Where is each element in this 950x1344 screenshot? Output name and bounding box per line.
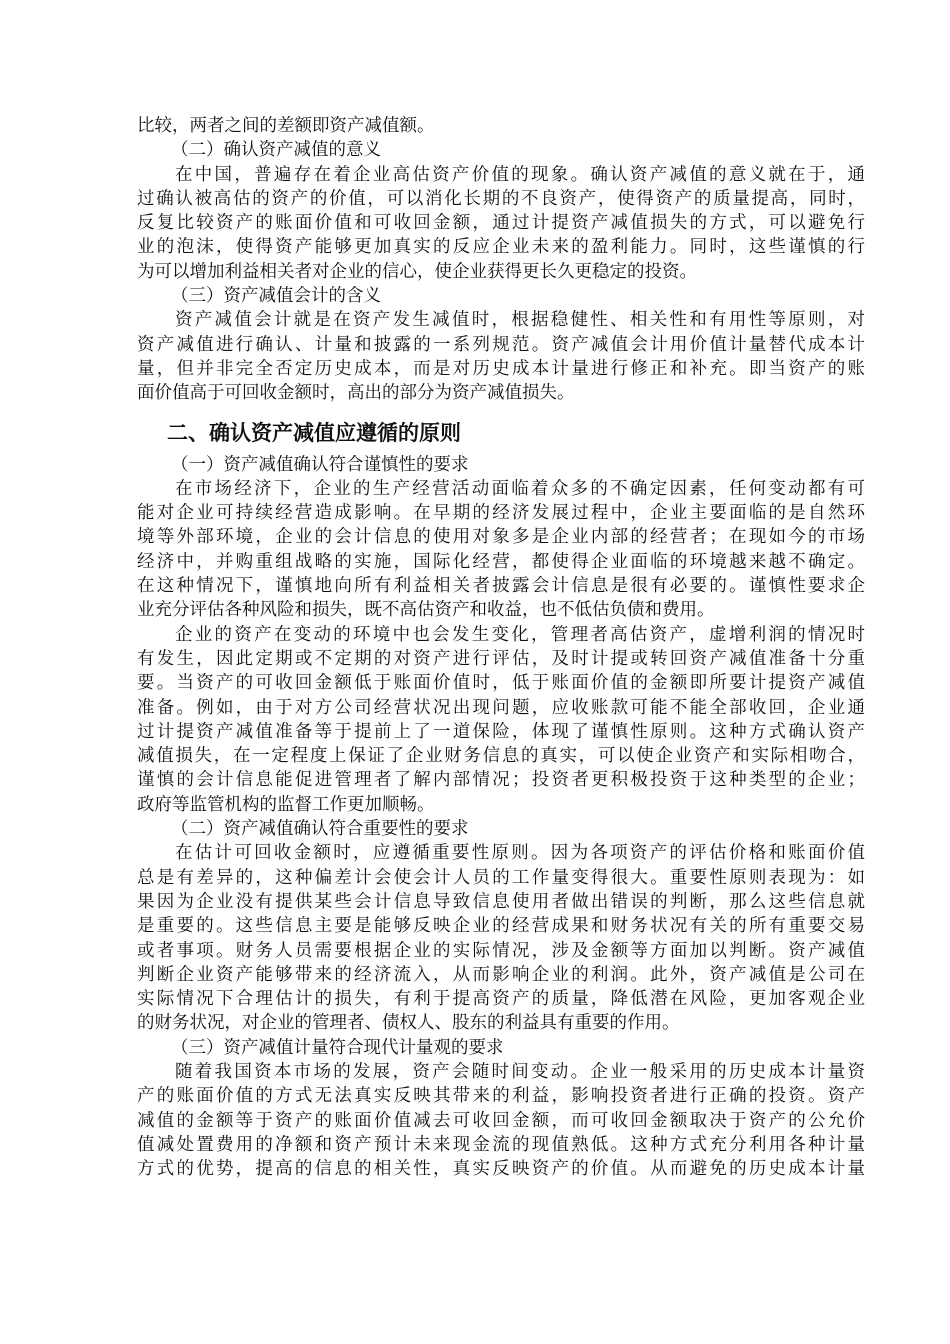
section-title: 二、确认资产减值应遵循的原则 — [167, 420, 461, 445]
paragraph-line: 在这种情况下，谨慎地向所有利益相关者披露会计信息是很有必要的。谨慎性要求企 — [137, 576, 865, 597]
paragraph-line: 在估计可回收金额时，应遵循重要性原则。因为各项资产的评估价格和账面价值 — [175, 843, 865, 864]
paragraph-line: 果因为企业没有提供某些会计信息导致信息使用者做出错误的判断，那么这些信息就 — [137, 891, 865, 912]
document-page — [137, 114, 865, 1181]
paragraph-line: 减值的金额等于资产的账面价值减去可收回金额，而可收回金额取决于资产的公允价 — [137, 1110, 865, 1131]
paragraph-line: 准备。例如，由于对方公司经营状况出现问题，应收账款可能不能全部收回，企业通 — [137, 697, 865, 718]
paragraph-line: 经济中，并购重组战略的实施，国际化经营，都使得企业面临的环境越来越不确定。 — [137, 551, 865, 572]
paragraph-line: 过计提资产减值准备等于提前上了一道保险，体现了谨慎性原则。这种方式确认资产 — [137, 721, 865, 742]
subheading: （二）资产减值确认符合重要性的要求 — [171, 819, 469, 840]
paragraph-line: 方式的优势，提高的信息的相关性，真实反映资产的价值。从而避免的历史成本计量 — [137, 1159, 865, 1180]
subheading: （三）资产减值计量符合现代计量观的要求 — [171, 1037, 504, 1058]
paragraph-line: 反复比较资产的账面价值和可收回金额，通过计提资产减值损失的方式，可以避免行 — [137, 213, 865, 234]
paragraph-line: 比较，两者之间的差额即资产减值额。 — [137, 116, 435, 136]
paragraph-line: 资产减值会计就是在资产发生减值时，根据稳健性、相关性和有用性等原则，对 — [175, 310, 865, 331]
paragraph-line: 面价值高于可回收金额时，高出的部分为资产减值损失。 — [137, 383, 575, 404]
subheading: （二）确认资产减值的意义 — [171, 140, 381, 161]
paragraph-line: 实际情况下合理估计的损失，有利于提高资产的质量，降低潜在风险，更加客观企业 — [137, 989, 865, 1010]
paragraph-line: 或者事项。财务人员需要根据企业的实际情况，涉及金额等方面加以判断。资产减值 — [137, 940, 865, 961]
paragraph-line: 产的账面价值的方式无法真实反映其带来的利益，影响投资者进行正确的投资。资产 — [137, 1086, 865, 1107]
paragraph-line: 在市场经济下，企业的生产经营活动面临着众多的不确定因素，任何变动都有可 — [175, 478, 865, 499]
paragraph-line: 谨慎的会计信息能促进管理者了解内部情况；投资者更积极投资于这种类型的企业； — [137, 770, 865, 791]
paragraph-line: 能对企业可持续经营造成影响。在早期的经济发展过程中，企业主要面临的是自然环 — [137, 503, 865, 524]
paragraph-line: 政府等监管机构的监督工作更加顺畅。 — [137, 794, 435, 815]
paragraph-line: 随着我国资本市场的发展，资产会随时间变动。企业一般采用的历史成本计量资 — [175, 1061, 865, 1082]
paragraph-line: 的财务状况，对企业的管理者、债权人、股东的利益具有重要的作用。 — [137, 1013, 680, 1034]
paragraph-line: 总是有差异的，这种偏差计会使会计人员的工作量变得很大。重要性原则表现为：如 — [137, 867, 865, 888]
paragraph-line: 业充分评估各种风险和损失，既不高估资产和收益，也不低估负债和费用。 — [137, 600, 715, 621]
paragraph-line: 是重要的。这些信息主要是能够反映企业的经营成果和财务状况有关的所有重要交易 — [137, 916, 865, 937]
paragraph-line: 在中国，普遍存在着企业高估资产价值的现象。确认资产减值的意义就在于，通 — [175, 164, 865, 185]
paragraph-line: 量，但并非完全否定历史成本，而是对历史成本计量进行修正和补充。即当资产的账 — [137, 358, 865, 379]
paragraph-line: 企业的资产在变动的环境中也会发生变化，管理者高估资产，虚增利润的情况时 — [175, 624, 865, 645]
paragraph-line: 过确认被高估的资产的价值，可以消化长期的不良资产，使得资产的质量提高，同时， — [137, 188, 865, 209]
paragraph-line: 业的泡沫，使得资产能够更加真实的反应企业未来的盈利能力。同时，这些谨慎的行 — [137, 237, 865, 258]
paragraph-line: 为可以增加利益相关者对企业的信心，使企业获得更长久更稳定的投资。 — [137, 261, 697, 282]
paragraph-line: 减值损失，在一定程度上保证了企业财务信息的真实，可以使企业资产和实际相吻合， — [137, 746, 865, 767]
subheading: （一）资产减值确认符合谨慎性的要求 — [171, 454, 469, 475]
paragraph-line: 值减处置费用的净额和资产预计未来现金流的现值熟低。这种方式充分利用各种计量 — [137, 1134, 865, 1155]
paragraph-line: 有发生，因此定期或不定期的对资产进行评估，及时计提或转回资产减值准备十分重 — [137, 648, 865, 669]
paragraph-line: 境等外部环境，企业的会计信息的使用对象多是企业内部的经营者；在现如今的市场 — [137, 527, 865, 548]
paragraph-line: 要。当资产的可收回金额低于账面价值时，低于账面价值的金额即所要计提资产减值 — [137, 673, 865, 694]
paragraph-line: 资产减值进行确认、计量和披露的一系列规范。资产减值会计用价值计量替代成本计 — [137, 334, 865, 355]
subheading: （三）资产减值会计的含义 — [171, 286, 381, 307]
paragraph-line: 判断企业资产能够带来的经济流入，从而影响企业的利润。此外，资产减值是公司在 — [137, 964, 865, 985]
